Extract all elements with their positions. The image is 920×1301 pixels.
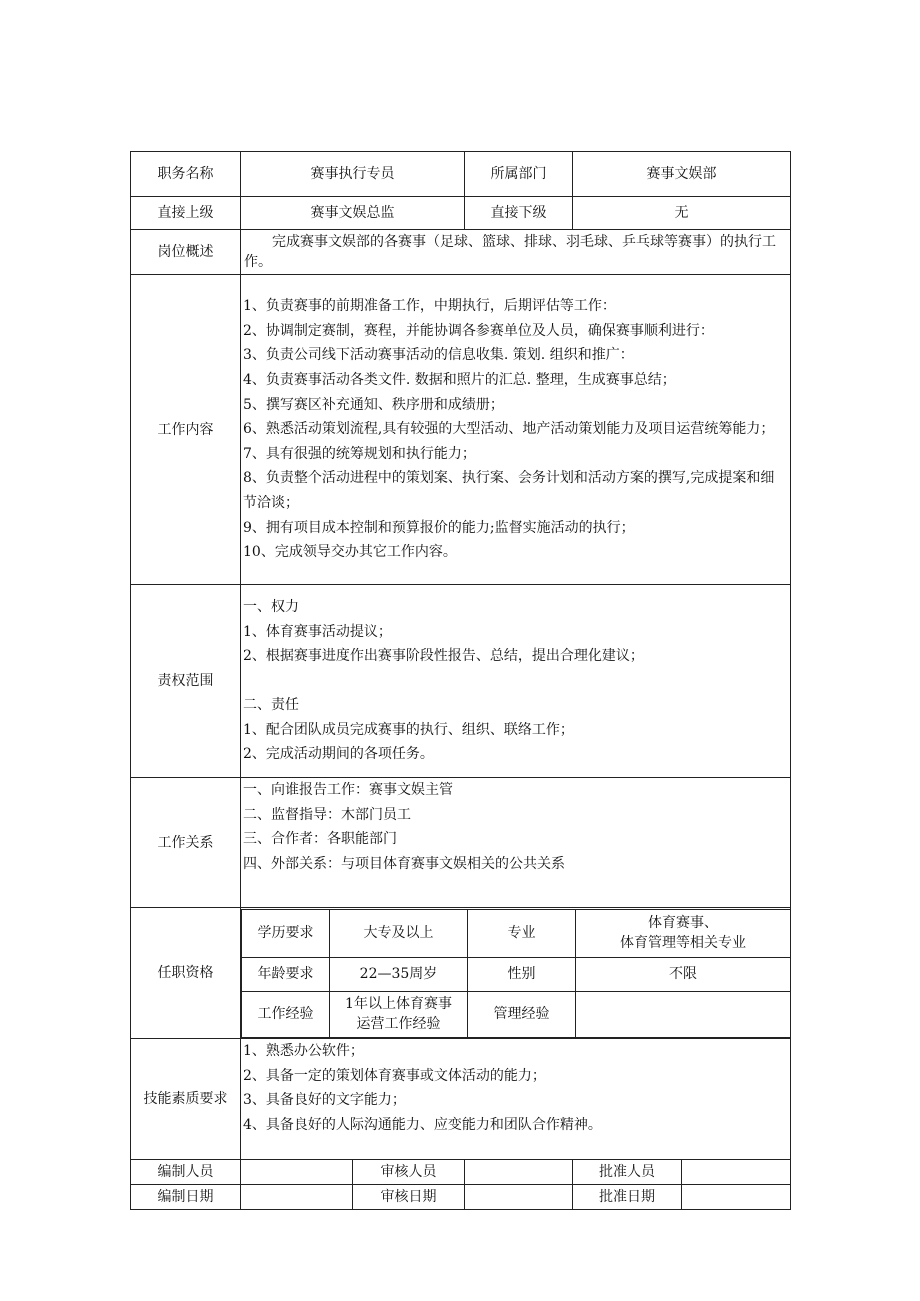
gender-value: 不限 [576, 957, 791, 991]
row-overview [131, 230, 791, 275]
reviewed-by-value [465, 1160, 573, 1185]
qualification-label: 任职资格 [131, 908, 241, 1039]
major-value-line: 体育赛事、 [648, 915, 718, 931]
major-value [576, 909, 791, 957]
prepared-date-value [241, 1185, 353, 1210]
row-skills [131, 1039, 791, 1160]
skills-label: 技能素质要求 [131, 1039, 241, 1160]
subordinate-label: 直接下级 [465, 197, 573, 230]
job-title-label: 职务名称 [131, 152, 241, 197]
spacer [243, 669, 788, 693]
age-value: 22—35周岁 [330, 957, 468, 991]
list-item: 9、拥有项目成本控制和预算报价的能力;监督实施活动的执行； [243, 519, 635, 536]
authority-list [241, 585, 791, 778]
work-content-list [241, 275, 791, 585]
duty-title: 二、责任 [243, 697, 299, 713]
row-signoff-dates [131, 1185, 791, 1210]
approved-date-label: 批准日期 [573, 1185, 682, 1210]
prepared-by-value [241, 1160, 353, 1185]
overview-text: 完成赛事文娱部的各赛事（足球、篮球、排球、羽毛球、乒乓球等赛事）的执行工作。 [241, 230, 791, 275]
list-item: 7、具有很强的统筹规划和执行能力； [243, 445, 476, 462]
list-item: 三、合作者：各职能部门 [243, 831, 397, 848]
management-value [576, 991, 791, 1037]
approved-by-value [682, 1160, 791, 1185]
skills-list [241, 1039, 791, 1160]
row-reporting [131, 197, 791, 230]
approved-date-value [682, 1185, 791, 1210]
experience-label: 工作经验 [242, 991, 330, 1037]
experience-value-line: 1年以上体育赛事 [345, 996, 452, 1012]
supervisor-value: 赛事文娱总监 [241, 197, 465, 230]
list-item: 二、监督指导：木部门员工 [243, 806, 411, 823]
list-item: 1、配合团队成员完成赛事的执行、组织、联络工作； [243, 721, 574, 738]
reviewed-by-label: 审核人员 [353, 1160, 465, 1185]
row-authority [131, 585, 791, 778]
experience-value-line: 运营工作经验 [356, 1016, 441, 1032]
row-work-content [131, 275, 791, 585]
major-value-line: 体育管理等相关专业 [620, 935, 746, 951]
prepared-by-label: 编制人员 [131, 1160, 241, 1185]
list-item: 5、撰写赛区补充通知、秩序册和成绩册； [243, 396, 504, 413]
experience-value [330, 991, 468, 1037]
list-item: 6、熟悉活动策划流程,具有较强的大型活动、地产活动策划能力及项目运营统筹能力； [243, 421, 775, 438]
job-description-form [130, 151, 790, 1210]
relations-list [241, 778, 791, 908]
list-item: 10、完成领导交办其它工作内容。 [243, 544, 457, 561]
qual-row-age [242, 957, 791, 991]
authority-label: 责权范围 [131, 585, 241, 778]
education-label: 学历要求 [242, 909, 330, 957]
gender-label: 性别 [468, 957, 576, 991]
list-item: 3、具备良好的文字能力； [243, 1092, 406, 1109]
row-title [131, 152, 791, 197]
subordinate-value: 无 [573, 197, 791, 230]
education-value: 大专及以上 [330, 909, 468, 957]
qual-row-education [242, 909, 791, 957]
qual-row-experience [242, 991, 791, 1037]
row-signoff-people [131, 1160, 791, 1185]
qualification-grid-cell [241, 908, 791, 1039]
reviewed-date-value [465, 1185, 573, 1210]
management-label: 管理经验 [468, 991, 576, 1037]
department-label: 所属部门 [465, 152, 573, 197]
reviewed-date-label: 审核日期 [353, 1185, 465, 1210]
row-relations [131, 778, 791, 908]
row-qualification [131, 908, 791, 1039]
job-title-value: 赛事执行专员 [241, 152, 465, 197]
major-label: 专业 [468, 909, 576, 957]
list-item: 1、熟悉办公软件； [243, 1043, 364, 1059]
list-item: 3、负责公司线下活动赛事活动的信息收集. 策划. 组织和推广： [243, 347, 634, 364]
prepared-date-label: 编制日期 [131, 1185, 241, 1210]
job-description-table [130, 151, 791, 1210]
department-value: 赛事文娱部 [573, 152, 791, 197]
list-item: 4、具备良好的人际沟通能力、应变能力和团队合作精神。 [243, 1116, 602, 1133]
approved-by-label: 批准人员 [573, 1160, 682, 1185]
relations-label: 工作关系 [131, 778, 241, 908]
list-item: 1、负责赛事的前期准备工作，中期执行，后期评估等工作： [243, 298, 616, 315]
list-item: 一、向谁报告工作：赛事文娱主管 [243, 782, 453, 798]
list-item: 2、具备一定的策划体育赛事或文体活动的能力； [243, 1067, 546, 1084]
list-item: 2、根据赛事进度作出赛事阶段性报告、总结，提出合理化建议； [243, 648, 644, 665]
list-item: 2、完成活动期间的各项任务。 [243, 746, 434, 763]
list-item: 8、负责整个活动进程中的策划案、执行案、会务计划和活动方案的撰写,完成提案和细节洽谈； [243, 470, 775, 511]
age-label: 年龄要求 [242, 957, 330, 991]
work-content-label: 工作内容 [131, 275, 241, 585]
list-item: 2、协调制定赛制，赛程，并能协调各参赛单位及人员，确保赛事顺利进行： [243, 322, 714, 339]
list-item: 4、负责赛事活动各类文件. 数据和照片的汇总. 整理，生成赛事总结； [243, 372, 676, 389]
list-item: 四、外部关系：与项目体育赛事文娱相关的公共关系 [243, 855, 565, 872]
power-title: 一、权力 [243, 599, 299, 616]
qualification-grid [241, 909, 791, 1038]
list-item: 1、体育赛事活动提议； [243, 623, 392, 640]
supervisor-label: 直接上级 [131, 197, 241, 230]
overview-label: 岗位概述 [131, 230, 241, 275]
